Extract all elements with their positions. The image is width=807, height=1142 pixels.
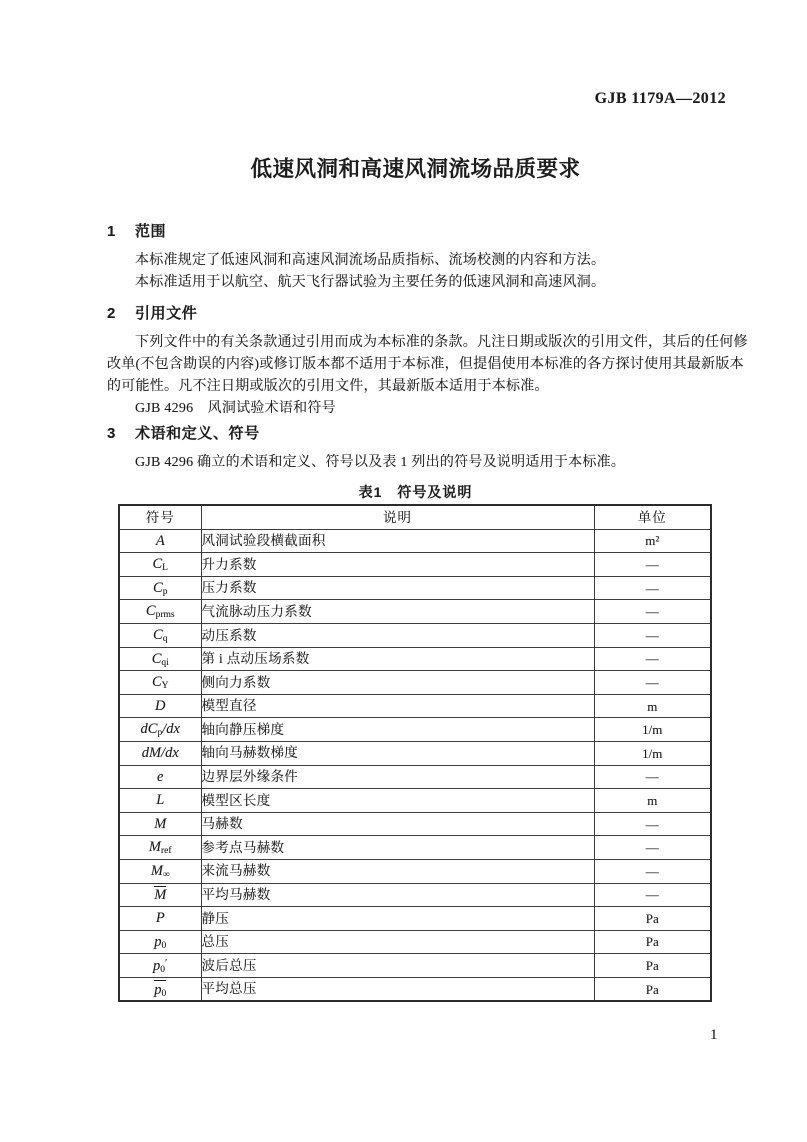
symbol: $C_p$ <box>153 579 168 597</box>
column-header-description: 说明 <box>201 505 594 529</box>
table-row <box>119 671 711 695</box>
table-row <box>119 836 711 860</box>
section-number: 2 <box>107 305 116 322</box>
symbol: M <box>154 887 167 904</box>
symbols-table-body <box>119 529 711 1001</box>
symbol: e <box>157 768 164 785</box>
table-row <box>119 623 711 647</box>
column-header-symbol: 符号 <box>119 505 201 529</box>
symbol: $C_{qi}$ <box>151 650 169 668</box>
symbol: $p_0'$ <box>153 956 168 975</box>
symbol-cell <box>119 623 201 647</box>
description-cell: 轴向静压梯度 <box>201 718 594 742</box>
paragraph-line: 改单(不包含勘误的内容)或修订版本都不适用于本标准，但提倡使用本标准的各方探讨使用其最新版本 <box>107 357 744 372</box>
table-row <box>119 907 711 931</box>
description-cell: 模型直径 <box>201 694 594 718</box>
table-caption: 表1 符号及说明 <box>358 484 473 500</box>
table-row <box>119 647 711 671</box>
paragraph-line: 本标准规定了低速风洞和高速风洞流场品质指标、流场校测的内容和方法。 <box>135 253 606 268</box>
unit-cell: 1/m <box>594 741 711 765</box>
paragraph-line: GJB 4296 确立的术语和定义、符号以及表 1 列出的符号及说明适用于本标准。 <box>135 455 626 470</box>
table-row <box>119 765 711 789</box>
unit-cell: m <box>594 789 711 813</box>
unit-cell: — <box>594 883 711 907</box>
symbol: L <box>156 792 165 809</box>
section-title: 引用文件 <box>134 305 198 322</box>
unit-cell: — <box>594 836 711 860</box>
unit-cell: — <box>594 859 711 883</box>
table-header-row <box>119 505 711 529</box>
symbol-cell <box>119 789 201 813</box>
description-cell: 平均总压 <box>201 977 594 1001</box>
symbol: $C_q$ <box>153 627 168 645</box>
description-cell: 总压 <box>201 930 594 954</box>
description-cell: 气流脉动压力系数 <box>201 600 594 624</box>
description-cell: 第 i 点动压场系数 <box>201 647 594 671</box>
section-heading <box>107 424 729 444</box>
table-row <box>119 883 711 907</box>
unit-cell: — <box>594 553 711 577</box>
symbol-cell <box>119 907 201 931</box>
description-cell: 来流马赫数 <box>201 859 594 883</box>
page-number: 1 <box>710 1027 718 1043</box>
description-cell: 平均马赫数 <box>201 883 594 907</box>
table-row <box>119 576 711 600</box>
table-row <box>119 718 711 742</box>
symbol: $M_{ref}$ <box>148 839 172 857</box>
unit-cell: — <box>594 812 711 836</box>
unit-cell: — <box>594 623 711 647</box>
symbol-cell <box>119 836 201 860</box>
description-cell: 模型区长度 <box>201 789 594 813</box>
table-row <box>119 954 711 978</box>
description-cell: 风洞试验段横截面积 <box>201 529 594 553</box>
symbol-cell <box>119 576 201 600</box>
section-number: 1 <box>107 223 116 240</box>
symbol: dM/dx <box>141 744 179 761</box>
table-row <box>119 930 711 954</box>
description-cell: 轴向马赫数梯度 <box>201 741 594 765</box>
unit-cell: m <box>594 694 711 718</box>
symbol: $p_0$ <box>154 933 167 951</box>
section-heading <box>107 304 729 324</box>
section <box>107 304 748 420</box>
unit-cell: — <box>594 647 711 671</box>
symbol-cell <box>119 671 201 695</box>
symbol: $dC_p/dx$ <box>140 721 180 739</box>
section-heading <box>107 222 729 242</box>
description-cell: 波后总压 <box>201 954 594 978</box>
symbols-table <box>118 504 712 1002</box>
symbol: $p_0$ <box>154 981 167 999</box>
column-header-unit: 单位 <box>594 505 711 529</box>
symbol-cell <box>119 812 201 836</box>
symbol-cell <box>119 883 201 907</box>
symbol: D <box>155 697 166 714</box>
symbol-cell <box>119 647 201 671</box>
unit-cell: Pa <box>594 930 711 954</box>
unit-cell: Pa <box>594 954 711 978</box>
table-row <box>119 859 711 883</box>
symbol: A <box>155 532 165 549</box>
symbol: M <box>154 815 167 832</box>
unit-cell: — <box>594 671 711 695</box>
symbol: $C_{prms}$ <box>145 603 175 621</box>
symbol-cell <box>119 765 201 789</box>
section-body <box>107 332 748 420</box>
symbol-cell <box>119 600 201 624</box>
section-title: 术语和定义、符号 <box>134 425 260 442</box>
symbol-cell <box>119 553 201 577</box>
description-cell: 动压系数 <box>201 623 594 647</box>
description-cell: 升力系数 <box>201 553 594 577</box>
section-title: 范围 <box>134 223 167 240</box>
unit-cell: — <box>594 600 711 624</box>
description-cell: 马赫数 <box>201 812 594 836</box>
doc-title: 低速风洞和高速风洞流场品质要求 <box>250 157 581 181</box>
description-cell: 压力系数 <box>201 576 594 600</box>
table-row <box>119 600 711 624</box>
description-cell: 参考点马赫数 <box>201 836 594 860</box>
paragraph-line: 的可能性。凡不注日期或版次的引用文件，其最新版本适用于本标准。 <box>107 379 549 394</box>
symbol-cell <box>119 930 201 954</box>
symbol-cell <box>119 859 201 883</box>
table-row <box>119 694 711 718</box>
doc-code: GJB 1179A—2012 <box>594 90 726 107</box>
symbol: $C_L$ <box>152 556 168 574</box>
table-row <box>119 741 711 765</box>
symbol-cell <box>119 741 201 765</box>
section <box>107 222 729 294</box>
section-body <box>107 250 729 294</box>
table-row <box>119 977 711 1001</box>
unit-cell: — <box>594 765 711 789</box>
unit-cell: m² <box>594 529 711 553</box>
symbol: P <box>155 910 165 927</box>
section-number: 3 <box>107 425 116 442</box>
unit-cell: Pa <box>594 907 711 931</box>
table-row <box>119 789 711 813</box>
section-body <box>107 452 729 474</box>
description-cell: 边界层外缘条件 <box>201 765 594 789</box>
unit-cell: Pa <box>594 977 711 1001</box>
unit-cell: 1/m <box>594 718 711 742</box>
symbol: $M_\infty$ <box>150 862 170 880</box>
symbol-cell <box>119 718 201 742</box>
paragraph-line: 下列文件中的有关条款通过引用而成为本标准的条款。凡注日期或版次的引用文件，其后的任何修 <box>135 335 748 350</box>
symbol-cell <box>119 977 201 1001</box>
symbol-cell <box>119 529 201 553</box>
table-row <box>119 812 711 836</box>
symbol: $C_Y$ <box>151 674 169 692</box>
paragraph-line: 本标准适用于以航空、航天飞行器试验为主要任务的低速风洞和高速风洞。 <box>135 275 606 290</box>
paragraph-line: GJB 4296 风洞试验术语和符号 <box>135 401 336 416</box>
description-cell: 侧向力系数 <box>201 671 594 695</box>
unit-cell: — <box>594 576 711 600</box>
section <box>107 424 729 474</box>
symbol-cell <box>119 694 201 718</box>
description-cell: 静压 <box>201 907 594 931</box>
symbol-cell <box>119 954 201 978</box>
table-row <box>119 553 711 577</box>
table-row <box>119 529 711 553</box>
